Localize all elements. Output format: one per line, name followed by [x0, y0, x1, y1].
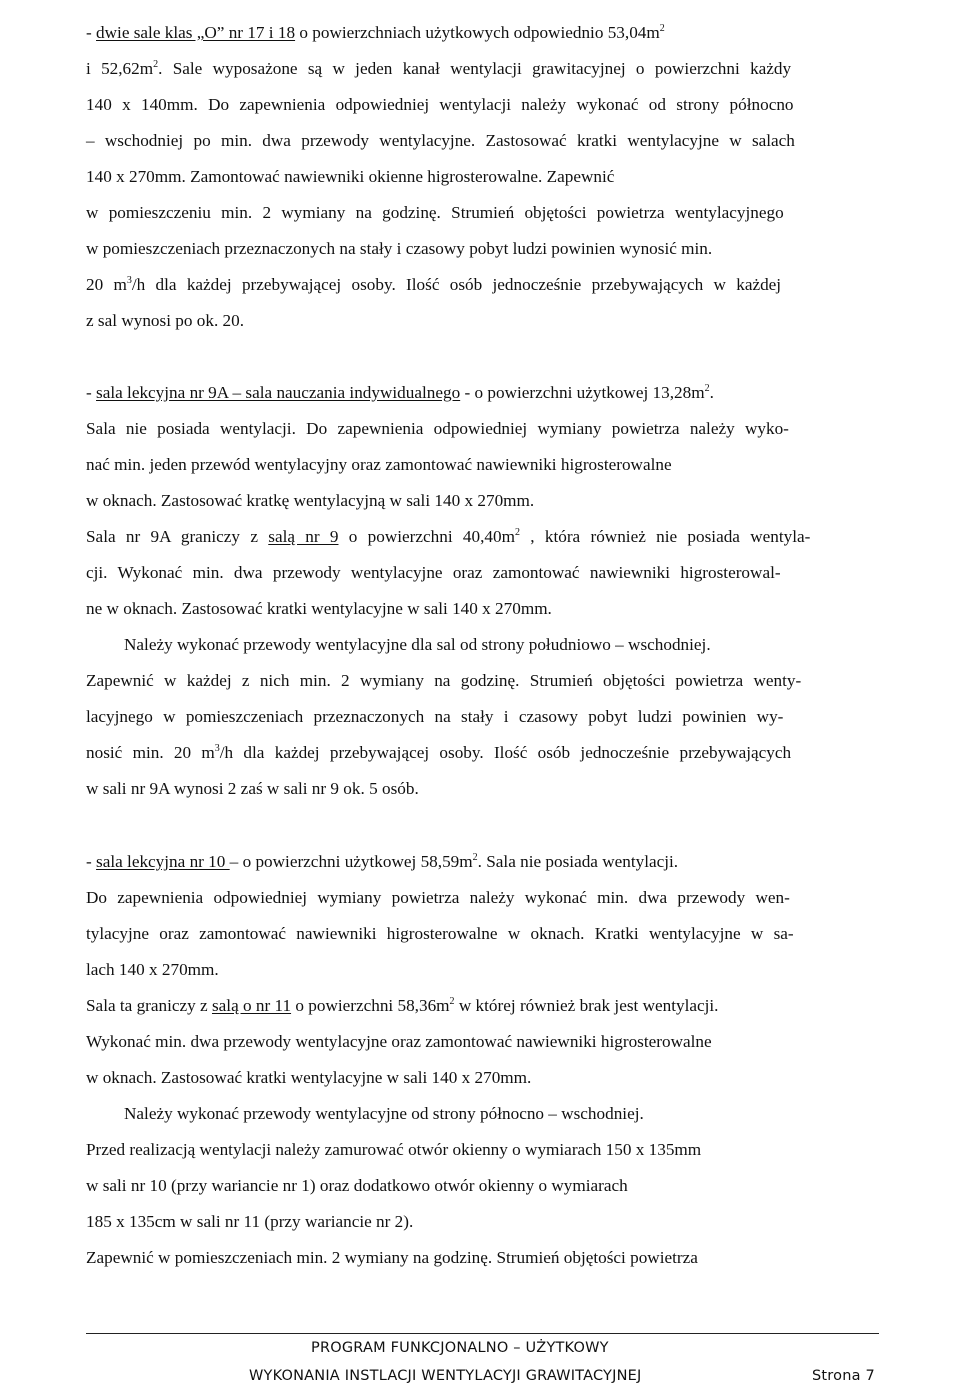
text-run: i 52,62m	[86, 59, 154, 78]
text-run: Do zapewnienia odpowiedniej wymiany powietrza należy wykonać min. dwa przewody wen-	[86, 888, 790, 907]
text-run: . Sale wyposażone są w jeden kanał wentylacji grawitacyjnej o powierzchni każdy	[158, 59, 792, 78]
text-line	[86, 1248, 698, 1268]
underlined-room-name: sala lekcyjna nr 9A – sala nauczania indywidualnego	[96, 383, 461, 402]
text-run: Sala nr 9A graniczy z	[86, 527, 269, 546]
text-run: 20 m	[86, 275, 127, 294]
text-line	[86, 599, 552, 619]
underlined-room-name: salą nr 9	[268, 527, 339, 546]
text-run: w sali nr 10 (przy wariancie nr 1) oraz dodatkowo otwór okienny o wymiarach	[86, 1176, 628, 1195]
text-run: Zapewnić w pomieszczeniach min. 2 wymiany na godzinę. Strumień objętości powietrza	[86, 1248, 698, 1267]
text-line	[86, 131, 795, 151]
text-run: . Sala nie posiada wentylacji.	[477, 852, 679, 871]
superscript: 2	[514, 527, 520, 538]
text-run: , która również nie posiada wentyla-	[519, 527, 811, 546]
text-line	[86, 779, 419, 799]
text-run: w oknach. Zastosować kratkę wentylacyjną w sali 140 x 270mm.	[86, 491, 535, 510]
text-run: -	[86, 383, 97, 402]
text-run: - o powierzchni użytkowej 13,28m	[460, 383, 705, 402]
superscript: 3	[126, 275, 132, 286]
text-run: w oknach. Zastosować kratki wentylacyjne w sali 140 x 270mm.	[86, 1068, 532, 1087]
text-line	[86, 743, 791, 763]
footer-subtitle: WYKONANIA INSTLACJI WENTYLACYJI GRAWITACYJNEJ	[249, 1368, 642, 1384]
text-line	[86, 671, 801, 691]
text-line	[86, 1104, 644, 1124]
text-run: o powierzchni 40,40m	[338, 527, 515, 546]
text-run: -	[86, 23, 97, 42]
text-line	[86, 59, 791, 79]
text-run: – o powierzchni użytkowej 58,59m	[229, 852, 473, 871]
underlined-room-name: salą o nr 11	[211, 996, 292, 1015]
text-run: Przed realizacją wentylacji należy zamurować otwór okienny o wymiarach 150 x 135mm	[86, 1140, 702, 1159]
text-line	[86, 23, 665, 43]
text-run: /h dla każdej przebywającej osoby. Ilość osób jednocześnie przebywających	[219, 743, 792, 762]
text-run: – wschodniej po min. dwa przewody wentylacyjne. Zastosować kratki wentylacyjne w salach	[86, 131, 795, 150]
text-run: o powierzchniach użytkowych odpowiednio 53,04m	[295, 23, 660, 42]
text-line	[86, 491, 534, 511]
text-line	[86, 311, 244, 331]
text-run: Zapewnić w każdej z nich min. 2 wymiany na godzinę. Strumień objętości powietrza wenty-	[86, 671, 802, 690]
text-run: lach 140 x 270mm.	[86, 960, 219, 979]
text-line	[86, 1140, 701, 1160]
text-line	[86, 1212, 413, 1232]
text-line	[86, 455, 672, 475]
superscript: 2	[472, 852, 478, 863]
text-run: o powierzchni 58,36m	[291, 996, 450, 1015]
text-line	[86, 707, 783, 727]
text-line	[86, 1068, 531, 1088]
text-line	[86, 419, 789, 439]
text-run: Wykonać min. dwa przewody wentylacyjne oraz zamontować nawiewniki higrosterowalne	[86, 1032, 712, 1051]
text-line	[86, 1176, 628, 1196]
text-line	[86, 167, 614, 187]
text-run: lacyjnego w pomieszczeniach przeznaczonych na stały i czasowy pobyt ludzi powinien wy-	[86, 707, 784, 726]
text-run: nosić min. 20 m	[86, 743, 215, 762]
superscript: 3	[214, 743, 220, 754]
text-run: w której również brak jest wentylacji.	[454, 996, 719, 1015]
text-line	[86, 1032, 712, 1052]
text-run: w pomieszczeniu min. 2 wymiany na godzinę. Strumień objętości powietrza wentylacyjnego	[86, 203, 784, 222]
underlined-room-name: sala lekcyjna nr 10	[96, 852, 230, 871]
underlined-room-name: dwie sale klas „O” nr 17 i 18	[96, 23, 296, 42]
text-run: Należy wykonać przewody wentylacyjne dla sal od strony południowo – wschodniej.	[124, 635, 711, 654]
text-run: ne w oknach. Zastosować kratki wentylacyjne w sali 140 x 270mm.	[86, 599, 552, 618]
text-run: Należy wykonać przewody wentylacyjne od strony północno – wschodniej.	[124, 1104, 644, 1123]
text-line	[86, 888, 790, 908]
text-line	[86, 635, 711, 655]
footer-title: PROGRAM FUNKCJONALNO – UŻYTKOWY	[311, 1340, 609, 1356]
page-number: Strona 7	[812, 1368, 875, 1384]
superscript: 2	[449, 996, 455, 1007]
text-run: 140 x 140mm. Do zapewnienia odpowiedniej wentylacji należy wykonać od strony północno	[86, 95, 794, 114]
text-line	[86, 924, 794, 944]
text-line	[86, 203, 784, 223]
text-run: z sal wynosi po ok. 20.	[86, 311, 245, 330]
text-run: w sali nr 9A wynosi 2 zaś w sali nr 9 ok. 5 osób.	[86, 779, 419, 798]
text-line	[86, 563, 781, 583]
text-run: 185 x 135cm w sali nr 11 (przy wariancie nr 2).	[86, 1212, 414, 1231]
text-line	[86, 383, 714, 403]
footer-divider	[86, 1333, 879, 1334]
text-run: tylacyjne oraz zamontować nawiewniki higrosterowalne w oknach. Kratki wentylacyjne w sa-	[86, 924, 794, 943]
text-run: w pomieszczeniach przeznaczonych na stały i czasowy pobyt ludzi powinien wynosić min.	[86, 239, 713, 258]
text-run: /h dla każdej przebywającej osoby. Ilość osób jednocześnie przebywających w każdej	[131, 275, 782, 294]
text-line	[86, 527, 810, 547]
text-run: Sala ta graniczy z	[86, 996, 212, 1015]
text-line	[86, 275, 781, 295]
text-run: Sala nie posiada wentylacji. Do zapewnienia odpowiedniej wymiany powietrza należy wyko-	[86, 419, 789, 438]
text-run: nać min. jeden przewód wentylacyjny oraz zamontować nawiewniki higrosterowalne	[86, 455, 672, 474]
text-line	[86, 960, 219, 980]
text-run: .	[709, 383, 714, 402]
text-line	[86, 239, 712, 259]
text-line	[86, 996, 718, 1016]
text-run: -	[86, 852, 97, 871]
superscript: 2	[153, 59, 159, 70]
superscript: 2	[704, 383, 710, 394]
superscript: 2	[659, 23, 665, 34]
text-line	[86, 95, 794, 115]
text-line	[86, 852, 678, 872]
text-run: cji. Wykonać min. dwa przewody wentylacyjne oraz zamontować nawiewniki higrosterowal-	[86, 563, 781, 582]
text-run: 140 x 270mm. Zamontować nawiewniki okienne higrosterowalne. Zapewnić	[86, 167, 615, 186]
